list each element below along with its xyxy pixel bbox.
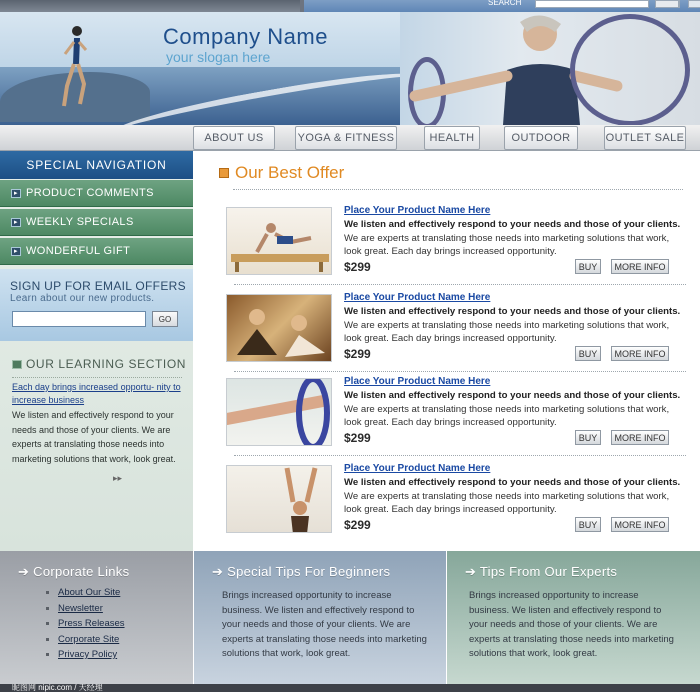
footer-text: Brings increased opportunity to increase business. We listen and effectively respond to your needs and those of your clients. We are experts at translating those needs into marketing solutions that work, look great. — [222, 590, 427, 660]
main-nav — [0, 125, 700, 151]
product-card — [226, 289, 686, 373]
nav-outdoor[interactable]: OUTDOOR — [504, 126, 578, 150]
sidebar-item-label: WEEKLY SPECIALS — [26, 216, 134, 228]
product-card — [226, 202, 686, 286]
more-info-button[interactable]: MORE INFO — [611, 346, 669, 361]
hoop-graphic-large — [570, 14, 690, 125]
footer-heading: ➔ Tips From Our Experts — [465, 564, 618, 579]
main-content — [193, 151, 700, 551]
footer-heading: ➔ Special Tips For Beginners — [212, 564, 391, 579]
divider — [234, 455, 686, 456]
email-signup — [0, 269, 193, 341]
header-banner — [0, 12, 700, 125]
bottom-bar: 昵图网 nipic.com / 天经理 — [0, 684, 700, 692]
search-label: SEARCH — [488, 0, 522, 7]
sidebar-item-product-comments[interactable] — [0, 180, 193, 207]
arrow-icon: ▸ — [11, 189, 21, 198]
buy-button[interactable]: BUY — [575, 517, 601, 532]
corporate-links — [46, 585, 125, 663]
arrow-icon: ➔ — [465, 564, 477, 579]
buy-button[interactable]: BUY — [575, 259, 601, 274]
product-card — [226, 460, 686, 544]
divider — [233, 189, 683, 190]
product-price: $299 — [344, 431, 371, 445]
sidebar-item-label: WONDERFUL GIFT — [26, 245, 131, 257]
footer-experts — [447, 551, 700, 684]
special-navigation-header: SPECIAL NAVIGATION — [0, 151, 193, 179]
arrow-icon: ➔ — [18, 564, 30, 579]
learning-text: We listen and effectively respond to your needs and those of your clients. We are experts at translating those needs into marketing solutions that work, look great. — [12, 410, 176, 464]
product-price: $299 — [344, 518, 371, 532]
nav-yoga-fitness[interactable]: YOGA & FITNESS — [295, 126, 397, 150]
contact-icon[interactable] — [688, 0, 700, 8]
more-arrow-icon[interactable]: ▸▸ — [113, 473, 123, 483]
footer-corporate — [0, 551, 193, 684]
product-image[interactable] — [226, 378, 332, 446]
header-photo — [400, 12, 700, 125]
product-name-link[interactable]: Place Your Product Name Here — [344, 376, 491, 387]
top-strip-left — [0, 0, 300, 12]
divider — [234, 371, 686, 372]
runner-figure — [62, 24, 88, 108]
product-description: We listen and effectively respond to your needs and those of your clients. We are experts at translating those needs into marketing solutions that work, look great. Each day brings increased opportunity. — [344, 306, 681, 344]
product-image[interactable] — [226, 294, 332, 362]
nav-health[interactable]: HEALTH — [424, 126, 480, 150]
product-name-link[interactable]: Place Your Product Name Here — [344, 205, 491, 216]
offer-title: Our Best Offer — [235, 163, 345, 182]
learning-section — [0, 351, 193, 551]
sidebar-item-wonderful-gift[interactable] — [0, 238, 193, 265]
company-slogan: your slogan here — [166, 49, 271, 65]
learning-divider — [12, 377, 182, 378]
product-image[interactable] — [226, 207, 332, 275]
product-name-link[interactable]: Place Your Product Name Here — [344, 463, 491, 474]
product-description: We listen and effectively respond to your needs and those of your clients. We are experts at translating those needs into marketing solutions that work, look great. Each day brings increased opportunity. — [344, 390, 681, 428]
signup-go-button[interactable]: GO — [152, 311, 178, 327]
offer-heading — [219, 163, 344, 183]
product-description: We listen and effectively respond to your needs and those of your clients. We are experts at translating those needs into marketing solutions that work, look great. Each day brings increased opportunity. — [344, 219, 681, 257]
buy-button[interactable]: BUY — [575, 430, 601, 445]
product-image[interactable] — [226, 465, 332, 533]
section-icon — [12, 360, 22, 369]
divider — [234, 284, 686, 285]
footer-text: Brings increased opportunity to increase business. We listen and effectively respond to your needs and those of your clients. We are experts at translating those needs into marketing solutions that work, look great. — [469, 590, 674, 660]
company-name: Company Name — [163, 24, 328, 49]
arrow-icon: ▸ — [11, 247, 21, 256]
heading-icon — [219, 168, 229, 178]
product-name-link[interactable]: Place Your Product Name Here — [344, 292, 491, 303]
signup-title: SIGN UP FOR EMAIL OFFERS — [10, 279, 186, 293]
learning-title: OUR LEARNING SECTION — [26, 357, 187, 371]
learning-header — [12, 357, 186, 371]
more-info-button[interactable]: MORE INFO — [611, 517, 669, 532]
footer-tips — [194, 551, 446, 684]
footer-link-newsletter[interactable]: Newsletter — [46, 601, 125, 617]
footer-heading: ➔ Corporate Links — [18, 564, 130, 579]
email-input[interactable] — [12, 311, 146, 327]
learning-link[interactable]: Each day brings increased opportu- nity to increase business — [12, 382, 181, 405]
signup-subtitle: Learn about our new products. — [10, 293, 155, 304]
footer-link-privacy[interactable]: Privacy Policy — [46, 647, 125, 663]
product-card — [226, 373, 686, 457]
nav-outlet-sale[interactable]: OUTLET SALE — [604, 126, 686, 150]
more-info-button[interactable]: MORE INFO — [611, 430, 669, 445]
product-price: $299 — [344, 260, 371, 274]
search-go-button[interactable] — [655, 0, 679, 8]
nav-about-us[interactable]: ABOUT US — [193, 126, 275, 150]
arrow-icon: ➔ — [212, 564, 224, 579]
sidebar-item-label: PRODUCT COMMENTS — [26, 187, 154, 199]
footer-link-about[interactable]: About Our Site — [46, 585, 125, 601]
arrow-icon: ▸ — [11, 218, 21, 227]
sidebar-item-weekly-specials[interactable] — [0, 209, 193, 236]
footer-link-corporate[interactable]: Corporate Site — [46, 632, 125, 648]
search-input[interactable] — [535, 0, 649, 8]
product-price: $299 — [344, 347, 371, 361]
top-strip — [0, 0, 700, 12]
buy-button[interactable]: BUY — [575, 346, 601, 361]
left-sidebar — [0, 151, 193, 551]
more-info-button[interactable]: MORE INFO — [611, 259, 669, 274]
product-description: We listen and effectively respond to your needs and those of your clients. We are experts at translating those needs into marketing solutions that work, look great. Each day brings increased opportunity. — [344, 477, 681, 515]
footer — [0, 551, 700, 684]
footer-link-press[interactable]: Press Releases — [46, 616, 125, 632]
